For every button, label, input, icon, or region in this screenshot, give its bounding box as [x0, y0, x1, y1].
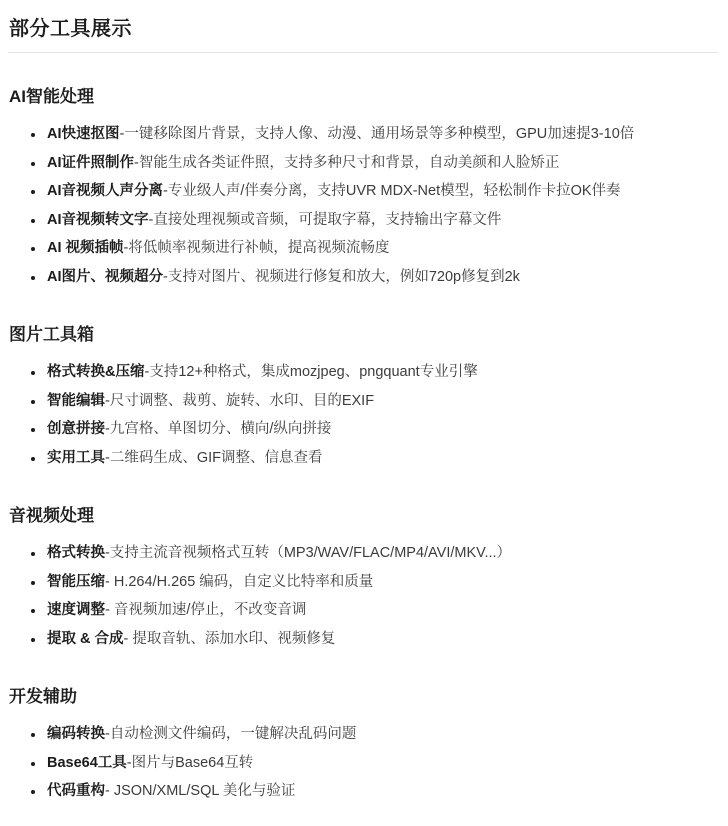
- tool-item: [45, 568, 718, 597]
- tool-desc: -支持12+种格式，集成mozjpeg、pngquant专业引擎: [144, 364, 478, 380]
- tool-desc: -智能生成各类证件照，支持多种尺寸和背景，自动美颜和人脸矫正: [134, 154, 560, 171]
- tool-item: [45, 358, 718, 387]
- tool-item: [45, 387, 718, 416]
- tool-term: 编码转换: [47, 726, 105, 742]
- section-heading-audio-video: 音视频处理: [9, 506, 94, 525]
- tool-item: [45, 444, 718, 473]
- tool-desc: -直接处理视频或音频，可提取字幕，支持输出字幕文件: [148, 211, 502, 228]
- section-ai-processing: [8, 82, 718, 291]
- tool-item: [45, 263, 718, 292]
- tool-desc: -图片与Base64互转: [126, 754, 254, 771]
- tool-item: [45, 539, 718, 568]
- tool-desc: -尺寸调整、裁剪、旋转、水印、目的EXIF: [105, 392, 375, 409]
- bullet-list: [8, 120, 718, 291]
- section-image-toolbox: [8, 320, 718, 472]
- tool-item: [45, 234, 718, 263]
- tool-term: 实用工具: [47, 449, 105, 466]
- tool-desc: - H.264/H.265 编码，自定义比特率和质量: [105, 573, 374, 590]
- tool-term: AI音视频转文字: [47, 211, 149, 228]
- section-audio-video: [8, 501, 718, 653]
- section-heading-image-toolbox: 图片工具箱: [9, 325, 94, 344]
- document: [8, 12, 718, 806]
- tool-term: 提取 & 合成: [47, 630, 124, 647]
- tool-term: 格式转换: [47, 545, 105, 561]
- tool-term: Base64工具: [47, 754, 127, 771]
- tool-item: [45, 415, 718, 444]
- tool-term: 速度调整: [47, 602, 105, 618]
- tool-term: 格式转换&压缩: [47, 364, 145, 380]
- tool-item: [45, 206, 718, 235]
- page-title: 部分工具展示: [8, 12, 718, 53]
- tool-item: [45, 625, 718, 654]
- tool-desc: - 音视频加速/停止，不改变音调: [105, 602, 307, 618]
- tool-term: 创意拼接: [47, 421, 105, 437]
- tool-item: [45, 749, 718, 778]
- tool-desc: -支持对图片、视频进行修复和放大，例如720p修复到2k: [163, 268, 520, 285]
- tool-desc: -一键移除图片背景，支持人像、动漫、通用场景等多种模型，GPU加速提3-10倍: [119, 126, 635, 142]
- tool-item: [45, 777, 718, 806]
- bullet-list: [8, 720, 718, 806]
- section-dev-assist: [8, 682, 718, 806]
- tool-desc: - JSON/XML/SQL 美化与验证: [105, 783, 296, 799]
- tool-term: AI图片、视频超分: [47, 268, 163, 285]
- tool-desc: -自动检测文件编码，一键解决乱码问题: [105, 726, 357, 742]
- bullet-list: [8, 358, 718, 472]
- tool-term: AI 视频插帧: [47, 240, 124, 256]
- tool-term: AI音视频人声分离: [47, 183, 163, 199]
- tool-term: 智能编辑: [47, 392, 105, 409]
- section-heading-dev-assist: 开发辅助: [9, 687, 77, 706]
- tool-desc: -专业级人声/伴奏分离，支持UVR MDX-Net模型，轻松制作卡拉OK伴奏: [163, 183, 621, 199]
- tool-item: [45, 596, 718, 625]
- tool-term: 代码重构: [47, 783, 105, 799]
- tool-desc: - 提取音轨、添加水印、视频修复: [123, 630, 336, 647]
- tool-item: [45, 120, 718, 149]
- tool-item: [45, 720, 718, 749]
- tool-desc: -九宫格、单图切分、横向/纵向拼接: [105, 421, 332, 437]
- tool-desc: -将低帧率视频进行补帧，提高视频流畅度: [123, 240, 390, 256]
- tool-item: [45, 177, 718, 206]
- tool-desc: -支持主流音视频格式互转（MP3/WAV/FLAC/MP4/AVI/MKV...）: [105, 545, 512, 561]
- tool-term: AI证件照制作: [47, 154, 134, 171]
- section-heading-ai-processing: AI智能处理: [9, 87, 94, 106]
- tool-desc: -二维码生成、GIF调整、信息查看: [105, 449, 323, 466]
- tool-term: AI快速抠图: [47, 126, 120, 142]
- tool-term: 智能压缩: [47, 573, 105, 590]
- bullet-list: [8, 539, 718, 653]
- tool-item: [45, 149, 718, 178]
